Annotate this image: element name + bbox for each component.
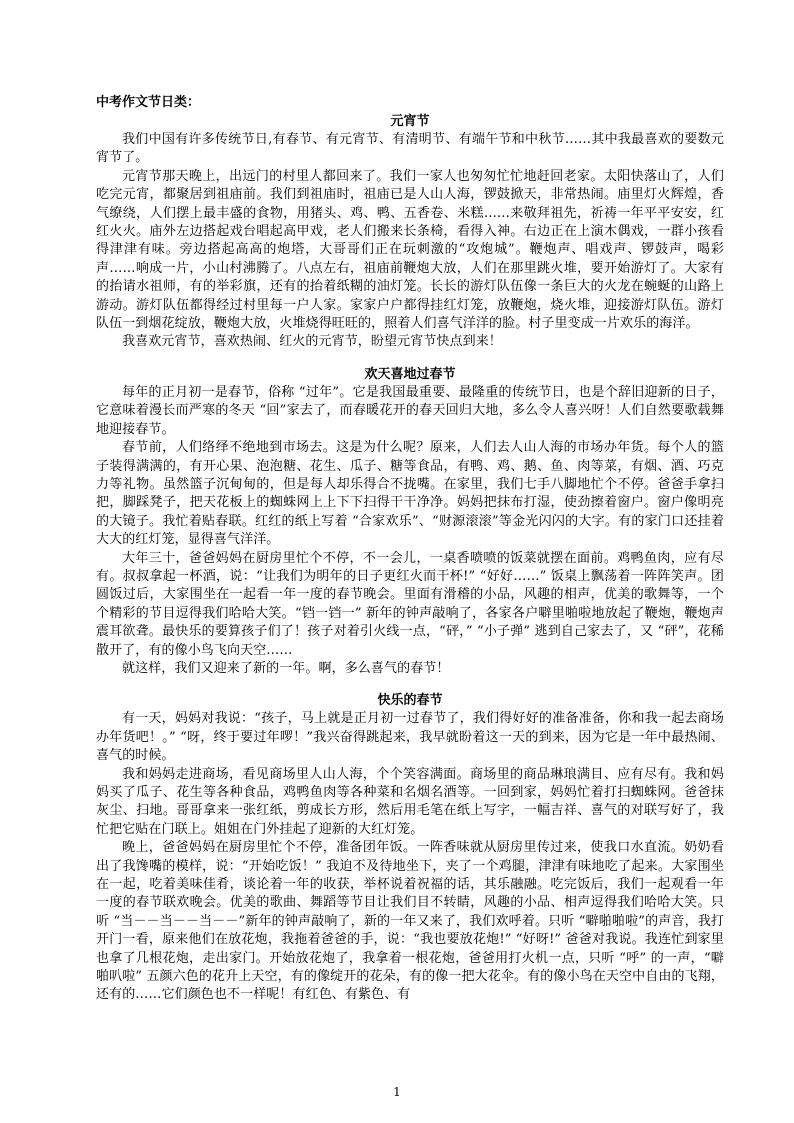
essay-lantern-festival — [96, 113, 724, 352]
document-heading: 中考作文节日类： — [96, 95, 201, 110]
paragraph: 就这样，我们又迎来了新的一年。啊，多么喜气的春节！ — [122, 660, 450, 676]
paragraph: 晚上，爸爸妈妈在厨房里忙个不停，准备团年饭。一阵香味就从厨房里传过来，使我口水直流。奶奶看出了我馋嘴的模样，说：“开始吃饭！” 我迫不及待地坐下，夹了一个鸡腿，津津有味地吃了起来。大家围坐在一起，吃着美味佳肴，谈论着一年的收获，举杯说着祝福的话，其乐融融。吃完饭后，我们一起观看一年一度的春节联欢晚会。优美的歌曲、舞蹈等节目让我们目不转睛，风趣的小品、相声逗得我们哈哈大笑。只听 “当－－当－－当－－”新年的钟声敲响了，新的一年又来了，我们欢呼着。只听 “噼啪啪啦”的声音，我打开门一看，原来他们在放花炮，我拖着爸爸的手，说：“我也要放花炮!” “好呀!” 爸爸对我说。我连忙到家里也拿了几根花炮，走出家门。开始放花炮了，我拿着一根花炮，爸爸用打火机一点，只听 “呼” 的一声，“噼啪叭啦” 五颜六色的花升上天空，有的像绽开的花朵，有的像一把大花伞。有的像小鸟在天空中自由的飞翔，还有的……它们颜色也不一样呢！有红色、有紫色、有 — [96, 840, 724, 1003]
page-number: 1 — [393, 1085, 401, 1099]
paragraph: 大年三十，爸爸妈妈在厨房里忙个不停，不一会儿，一桌香喷喷的饭菜就摆在面前。鸡鸭鱼肉，应有尽有。叔叔拿起一杯酒，说：“让我们为明年的日子更红火而干杯!” “好好……” 饭桌上飘荡着一阵阵笑声。团圆饭过后，大家围坐在一起看一年一度的春节晚会。里面有滑稽的小品，风趣的相声，优美的歌舞等，一个个精彩的节目逗得我们哈哈大笑。“铛一铛一” 新年的钟声敲响了，各家各户噼里啪啦地放起了鞭炮，鞭炮声震耳欲聋。最快乐的要算孩子们了！孩子对着引火线一点，“砰，” “小子弹” 逃到自己家去了，又 “砰”，花稀散开了，有的像小鸟飞向天空…… — [96, 550, 724, 658]
paragraph: 有一天，妈妈对我说：“孩子，马上就是正月初一过春节了，我们得好好的准备准备，你和我一起去商场办年货吧！。” “呀，终于要过年啰！”我兴奋得跳起来，我早就盼着这一天的到来，因为它是一年中最热闹、喜气的时候。 — [96, 711, 724, 764]
essay-title: 快乐的春节 — [377, 693, 443, 709]
paragraph: 春节前，人们络绎不绝地到市场去。这是为什么呢？原来，人们去人山人海的市场办年货。每个人的篮子装得满满的，有开心果、泡泡糖、花生、瓜子、糖等食品，有鸭、鸡、鹅、鱼、肉等菜，有烟、酒、巧克力等礼物。虽然篮子沉甸甸的，但是每人却乐得合不拢嘴。在家里，我们七手八脚地忙个不停。爸爸手拿扫把，脚踩凳子，把天花板上的蜘蛛网上上下下扫得干干净净。妈妈把抹布打湿，使劲擦着窗户。窗户像明亮的大镜子。我忙着贴春联。红红的纸上写着 “合家欢乐”、“财源滚滚”等金光闪闪的大字。有的家门口还挂着大大的红灯笼，显得喜气洋洋。 — [96, 440, 724, 548]
paragraph: 我们中国有许多传统节日,有春节、有元宵节、有清明节、有端午节和中秋节……其中我最喜欢的要数元宵节了。 — [96, 132, 724, 166]
section-spacer — [96, 352, 724, 366]
paragraph: 我和妈妈走进商场，看见商场里人山人海，个个笑容满面。商场里的商品琳琅满目、应有尽有。我和妈妈买了瓜子、花生等各种食品，鸡鸭鱼肉等各种菜和名烟名酒等。一回到家，妈妈忙着打扫蜘蛛网。爸爸抹灰尘、扫地。哥哥拿来一张红纸，剪成长方形，然后用毛笔在纸上写字，一幅吉祥、喜气的对联写好了，我忙把它贴在门联上。姐姐在门外挂起了迎新的大红灯笼。 — [96, 766, 724, 837]
section-spacer — [96, 678, 724, 692]
essay-title: 欢天喜地过春节 — [364, 366, 456, 382]
essay-title: 元宵节 — [390, 114, 430, 129]
paragraph: 每年的正月初一是春节，俗称 “过年”。它是我国最重要、最隆重的传统节日，也是个辞旧迎新的日子，它意味着漫长而严寒的冬天 “回”家去了，而春暖花开的春天回归大地，多么令人喜兴呀！人们自然要歌载舞地迎接春节。 — [96, 384, 724, 437]
essay-spring-festival-celebration — [96, 366, 724, 679]
paragraph: 元宵节那天晚上，出远门的村里人都回来了。我们一家人也匆匆忙忙地赶回老家。太阳快落山了，人们吃完元宵，都聚居到祖庙前。我们到祖庙时，祖庙已是人山人海，锣鼓掀天，非常热闹。庙里灯火辉煌，香气缭绕，人们摆上最丰盛的食物，用猪头、鸡、鸭、五香卷、米糕……来敬拜祖先，祈祷一年平平安安，红红火火。庙外左边搭起戏台唱起高甲戏，老人们搬来长条椅，看得入神。右边正在上演木偶戏，一群小孩看得津津有味。旁边搭起高高的炮塔，大哥哥们正在玩刺激的“攻炮城”。鞭炮声、唱戏声、锣鼓声，喝彩声……响成一片，小山村沸腾了。八点左右，祖庙前鞭炮大放，人们在那里跳火堆，要开始游灯了。大家有的抬请水祖师，有的举彩旗，还有的抬着纸糊的油灯笼。长长的游灯队伍像一条巨大的火龙在蜿蜒的山路上游动。游灯队伍都得经过村里每一户人家。家家户户都得挂红灯笼，放鞭炮，烧火堆，迎接游灯队伍。游灯队伍一到烟花绽放，鞭炮大放，火堆烧得旺旺的，照着人们喜气洋洋的脸。村子里变成一片欢乐的海洋。 — [96, 168, 724, 332]
document-body — [96, 94, 724, 1005]
paragraph: 我喜欢元宵节，喜欢热闹、红火的元宵节，盼望元宵节快点到来！ — [122, 334, 502, 350]
essay-happy-spring-festival — [96, 692, 724, 1005]
